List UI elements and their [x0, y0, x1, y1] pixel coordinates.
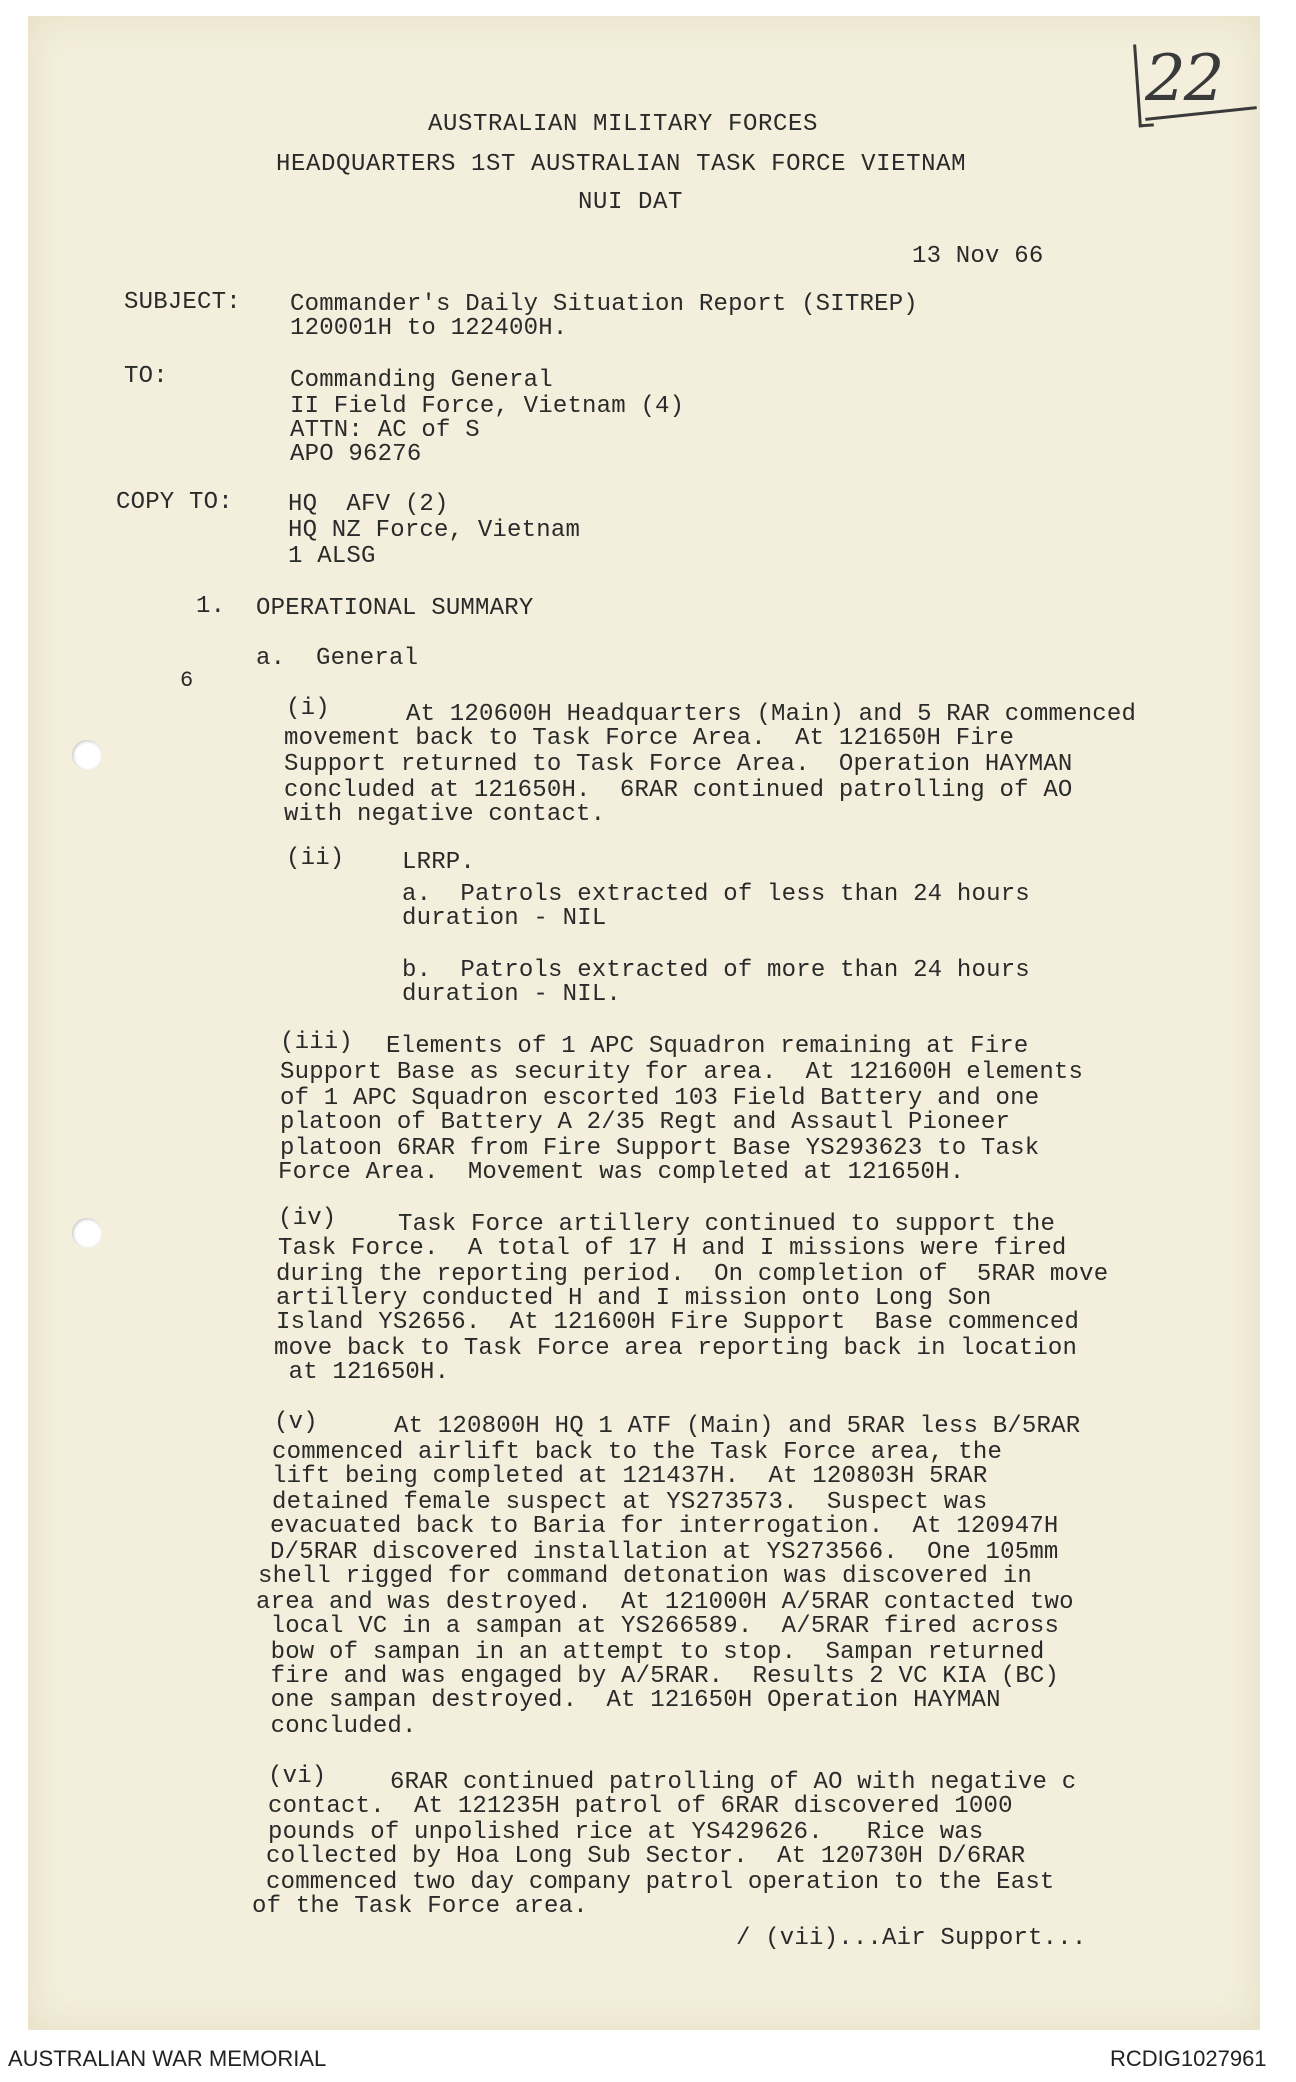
para-iii-line: of 1 APC Squadron escorted 103 Field Battery and one [280, 1085, 1040, 1112]
subsection-title: General [316, 645, 419, 672]
footer-archive-name: AUSTRALIAN WAR MEMORIAL [8, 2046, 327, 2071]
para-v-line: concluded. [256, 1713, 417, 1740]
para-iv-line: during the reporting period. On completion of 5RAR move [276, 1261, 1109, 1288]
subject-line-2: 120001H to 122400H. [290, 315, 568, 342]
para-v-line: commenced airlift back to the Task Force area, the [272, 1439, 1003, 1466]
para-iv-line: move back to Task Force area reporting back in location [274, 1335, 1078, 1362]
para-iii-line: platoon of Battery A 2/35 Regt and Assautl Pioneer [280, 1109, 1011, 1136]
subject-line-1: Commander's Daily Situation Report (SITREP) [290, 291, 918, 318]
header-line-3: NUI DAT [578, 189, 684, 216]
para-v-line: area and was destroyed. At 121000H A/5RAR contacted two [256, 1589, 1074, 1616]
para-v-line: one sampan destroyed. At 121650H Operation HAYMAN [256, 1687, 1001, 1714]
para-ii-b-line: b. Patrols extracted of more than 24 hours [402, 957, 1030, 984]
header-line-1: AUSTRALIAN MILITARY FORCES [428, 111, 819, 138]
para-ii-a-line: duration - NIL [402, 905, 607, 932]
para-v-line: bow of sampan in an attempt to stop. Sampan returned [256, 1639, 1045, 1666]
para-vi-line: contact. At 121235H patrol of 6RAR discovered 1000 [268, 1793, 1013, 1820]
para-vi-line: commenced two day company patrol operation to the East [266, 1869, 1055, 1896]
para-i-line: Support returned to Task Force Area. Operation HAYMAN [284, 751, 1073, 778]
para-v-line: fire and was engaged by A/5RAR. Results 2 VC KIA (BC) [256, 1663, 1060, 1690]
subject-label: SUBJECT: [124, 289, 241, 316]
para-vi-number: (vi) [268, 1763, 327, 1790]
para-v-line: D/5RAR discovered installation at YS273566. One 105mm [270, 1539, 1059, 1566]
section-number: 1. [196, 593, 226, 620]
para-i-line: with negative contact. [284, 801, 606, 828]
para-iii-line: platoon 6RAR from Fire Support Base YS293623 to Task [280, 1135, 1040, 1162]
para-ii-title: LRRP. [402, 849, 476, 876]
para-v-line: local VC in a sampan at YS266589. A/5RAR fired across [256, 1613, 1060, 1640]
para-iii-line: Force Area. Movement was completed at 121650H. [278, 1159, 965, 1186]
para-i-line: concluded at 121650H. 6RAR continued patrolling of AO [284, 777, 1073, 804]
continuation-marker: / (vii)...Air Support... [736, 1925, 1087, 1952]
para-iii-line: Elements of 1 APC Squadron remaining at Fire [386, 1033, 1029, 1060]
para-i-line: movement back to Task Force Area. At 121650H Fire [284, 725, 1015, 752]
para-iii-number: (iii) [280, 1029, 354, 1056]
para-i-line: At 120600H Headquarters (Main) and 5 RAR commenced [406, 701, 1137, 728]
margin-mark: 6 [180, 668, 194, 693]
to-line-4: APO 96276 [290, 441, 422, 468]
para-v-line: evacuated back to Baria for interrogation. At 120947H [270, 1513, 1059, 1540]
folio-number: 22 [1145, 42, 1223, 116]
header-line-2: HEADQUARTERS 1ST AUSTRALIAN TASK FORCE VIETNAM [276, 151, 967, 178]
footer-catalog-id: RCDIG1027961 [1110, 2046, 1267, 2071]
to-line-2: II Field Force, Vietnam (4) [290, 393, 685, 420]
para-vi-line: pounds of unpolished rice at YS429626. Rice was [268, 1819, 984, 1846]
para-i-number: (i) [286, 695, 330, 722]
para-v-line: detained female suspect at YS273573. Suspect was [272, 1489, 988, 1516]
document-page [28, 16, 1260, 2030]
section-title: OPERATIONAL SUMMARY [256, 595, 534, 622]
para-v-line: lift being completed at 121437H. At 120803H 5RAR [272, 1463, 988, 1490]
para-iv-line: Island YS2656. At 121600H Fire Support Base commenced [276, 1309, 1080, 1336]
para-ii-number: (ii) [286, 845, 345, 872]
para-v-number: (v) [274, 1409, 318, 1436]
para-v-line: shell rigged for command detonation was discovered in [258, 1563, 1032, 1590]
para-vi-line: collected by Hoa Long Sub Sector. At 120730H D/6RAR [266, 1843, 1026, 1870]
subsection-letter: a. [256, 645, 286, 672]
copy-to-line-3: 1 ALSG [288, 543, 376, 570]
copy-to-line-1: HQ AFV (2) [288, 491, 449, 518]
copy-to-label: COPY TO: [116, 489, 233, 516]
para-iii-line: Support Base as security for area. At 121600H elements [280, 1059, 1084, 1086]
punch-hole [72, 1218, 102, 1248]
punch-hole [72, 740, 102, 770]
para-iv-line: Task Force. A total of 17 H and I missions were fired [278, 1235, 1067, 1262]
para-iv-number: (iv) [278, 1205, 337, 1232]
para-ii-b-line: duration - NIL. [402, 981, 622, 1008]
to-label: TO: [124, 363, 168, 390]
document-date: 13 Nov 66 [912, 243, 1044, 270]
para-iv-line: at 121650H. [274, 1359, 450, 1386]
para-ii-a-line: a. Patrols extracted of less than 24 hours [402, 881, 1030, 908]
to-line-1: Commanding General [290, 367, 553, 394]
para-vi-line: 6RAR continued patrolling of AO with negative c [390, 1769, 1077, 1796]
para-iv-line: Task Force artillery continued to support the [398, 1211, 1056, 1238]
copy-to-line-2: HQ NZ Force, Vietnam [288, 517, 581, 544]
para-v-line: At 120800H HQ 1 ATF (Main) and 5RAR less B/5RAR [394, 1413, 1081, 1440]
para-vi-line: of the Task Force area. [252, 1893, 588, 1920]
to-line-3: ATTN: AC of S [290, 417, 480, 444]
para-iv-line: artillery conducted H and I mission onto Long Son [276, 1285, 992, 1312]
